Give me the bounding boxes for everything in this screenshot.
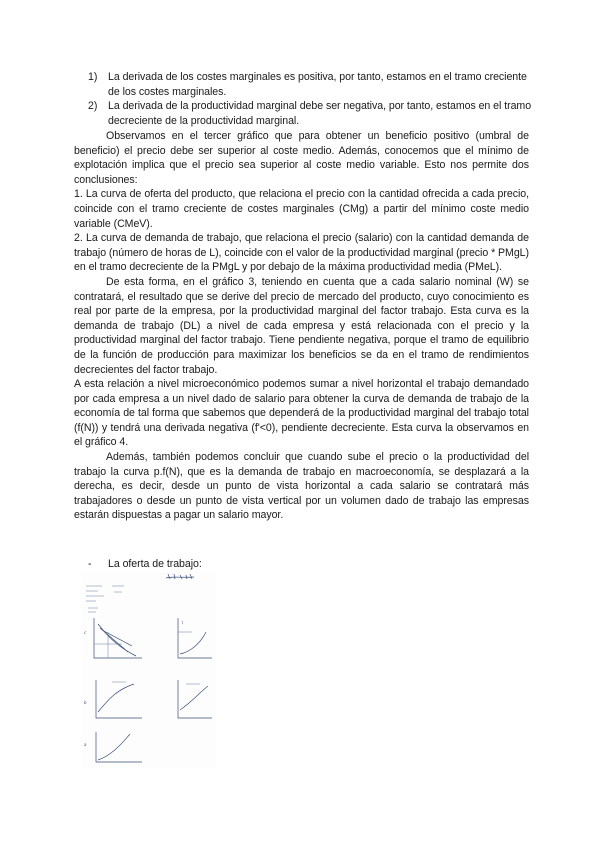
svg-text:c: c: [84, 630, 87, 635]
svg-text:l: l: [182, 620, 184, 625]
bullet-dash: -: [88, 558, 92, 570]
numbered-item: [74, 99, 534, 128]
numbered-list: [74, 70, 534, 128]
paragraph: 2. La curva de demanda de trabajo, que relaciona el precio (salario) con la cantidad demanda de trabajo (número de horas de L), coincide con el valor de la productividad marginal (precio * PMgL) en el tramo decreciente de la PMgL y por debajo de la máxima productividad media (PMeL).: [74, 232, 529, 274]
paragraph: De esta forma, en el gráfico 3, teniendo en cuenta que a cada salario nominal (W) se contratará, el resultado que se derive del precio de mercado del producto, cuyo conocimiento es real por parte de la empresa, por la productividad marginal del factor trabajo. Esta curva es la demanda de trabajo (DL) a nivel de cada empresa y está relacionada con el precio y la productividad marginal del factor trabajo. Tiene pendiente negativa, porque el tramo de equilibrio de la función de producción para maximizar los beneficios se da en el tramo de rendimientos decrecientes del factor trabajo.: [74, 275, 529, 376]
paragraph: 1. La curva de oferta del producto, que relaciona el precio con la cantidad ofrecida a cada precio, coincide con el tramo creciente de costes marginales (CMg) a partir del mínimo coste medio variable (CMeV).: [74, 188, 529, 230]
svg-text:b: b: [84, 700, 87, 705]
item-number: 2): [88, 100, 98, 113]
paragraph: A esta relación a nivel microeconómico podemos sumar a nivel horizontal el trabajo demandado por cada empresa a un nivel dado de salario para obtener la curva de demanda de trabajo de la economía de tal forma que sabemos que dependerá de la productividad marginal del trabajo total (f(N)) y tendrá una derivada negativa (f'<0), pendiente decreciente. Esta curva la observamos en el gráfico 4.: [74, 378, 529, 449]
paragraph: Además, también podemos concluir que cuando sube el precio o la productividad del trabajo la curva p.f(N), que es la demanda de trabajo en macroeconomía, se desplazará a la derecha, es decir, desde un punto de vista horizontal a cada salario se contratará más trabajadores o desde un punto de vista vertical por un volumen dado de trabajo las empresas estarán dispuestas a pagar un salario mayor.: [74, 451, 529, 522]
svg-text:a: a: [84, 742, 87, 747]
handwritten-graphs-image: [82, 572, 216, 768]
paragraph: Observamos en el tercer gráfico que para obtener un beneficio positivo (umbral de beneficio) el precio debe ser superior al coste medio. Además, conocemos que el mínimo de explotación implica que el precio sea superior al coste medio variable. Esto nos permite dos conclusiones:: [74, 130, 529, 186]
bullet-label: La oferta de trabajo:: [108, 558, 202, 570]
numbered-item: [74, 70, 534, 99]
sketch-paper: [82, 572, 216, 768]
item-number: 1): [88, 71, 98, 83]
item-text: La derivada de los costes marginales es positiva, por tanto, estamos en el tramo creciente de los costes marginales.: [108, 71, 527, 98]
item-text: La derivada de la productividad marginal debe ser negativa, por tanto, estamos en el tramo decreciente de la productividad marginal.: [108, 100, 532, 127]
body-text: [74, 129, 529, 523]
